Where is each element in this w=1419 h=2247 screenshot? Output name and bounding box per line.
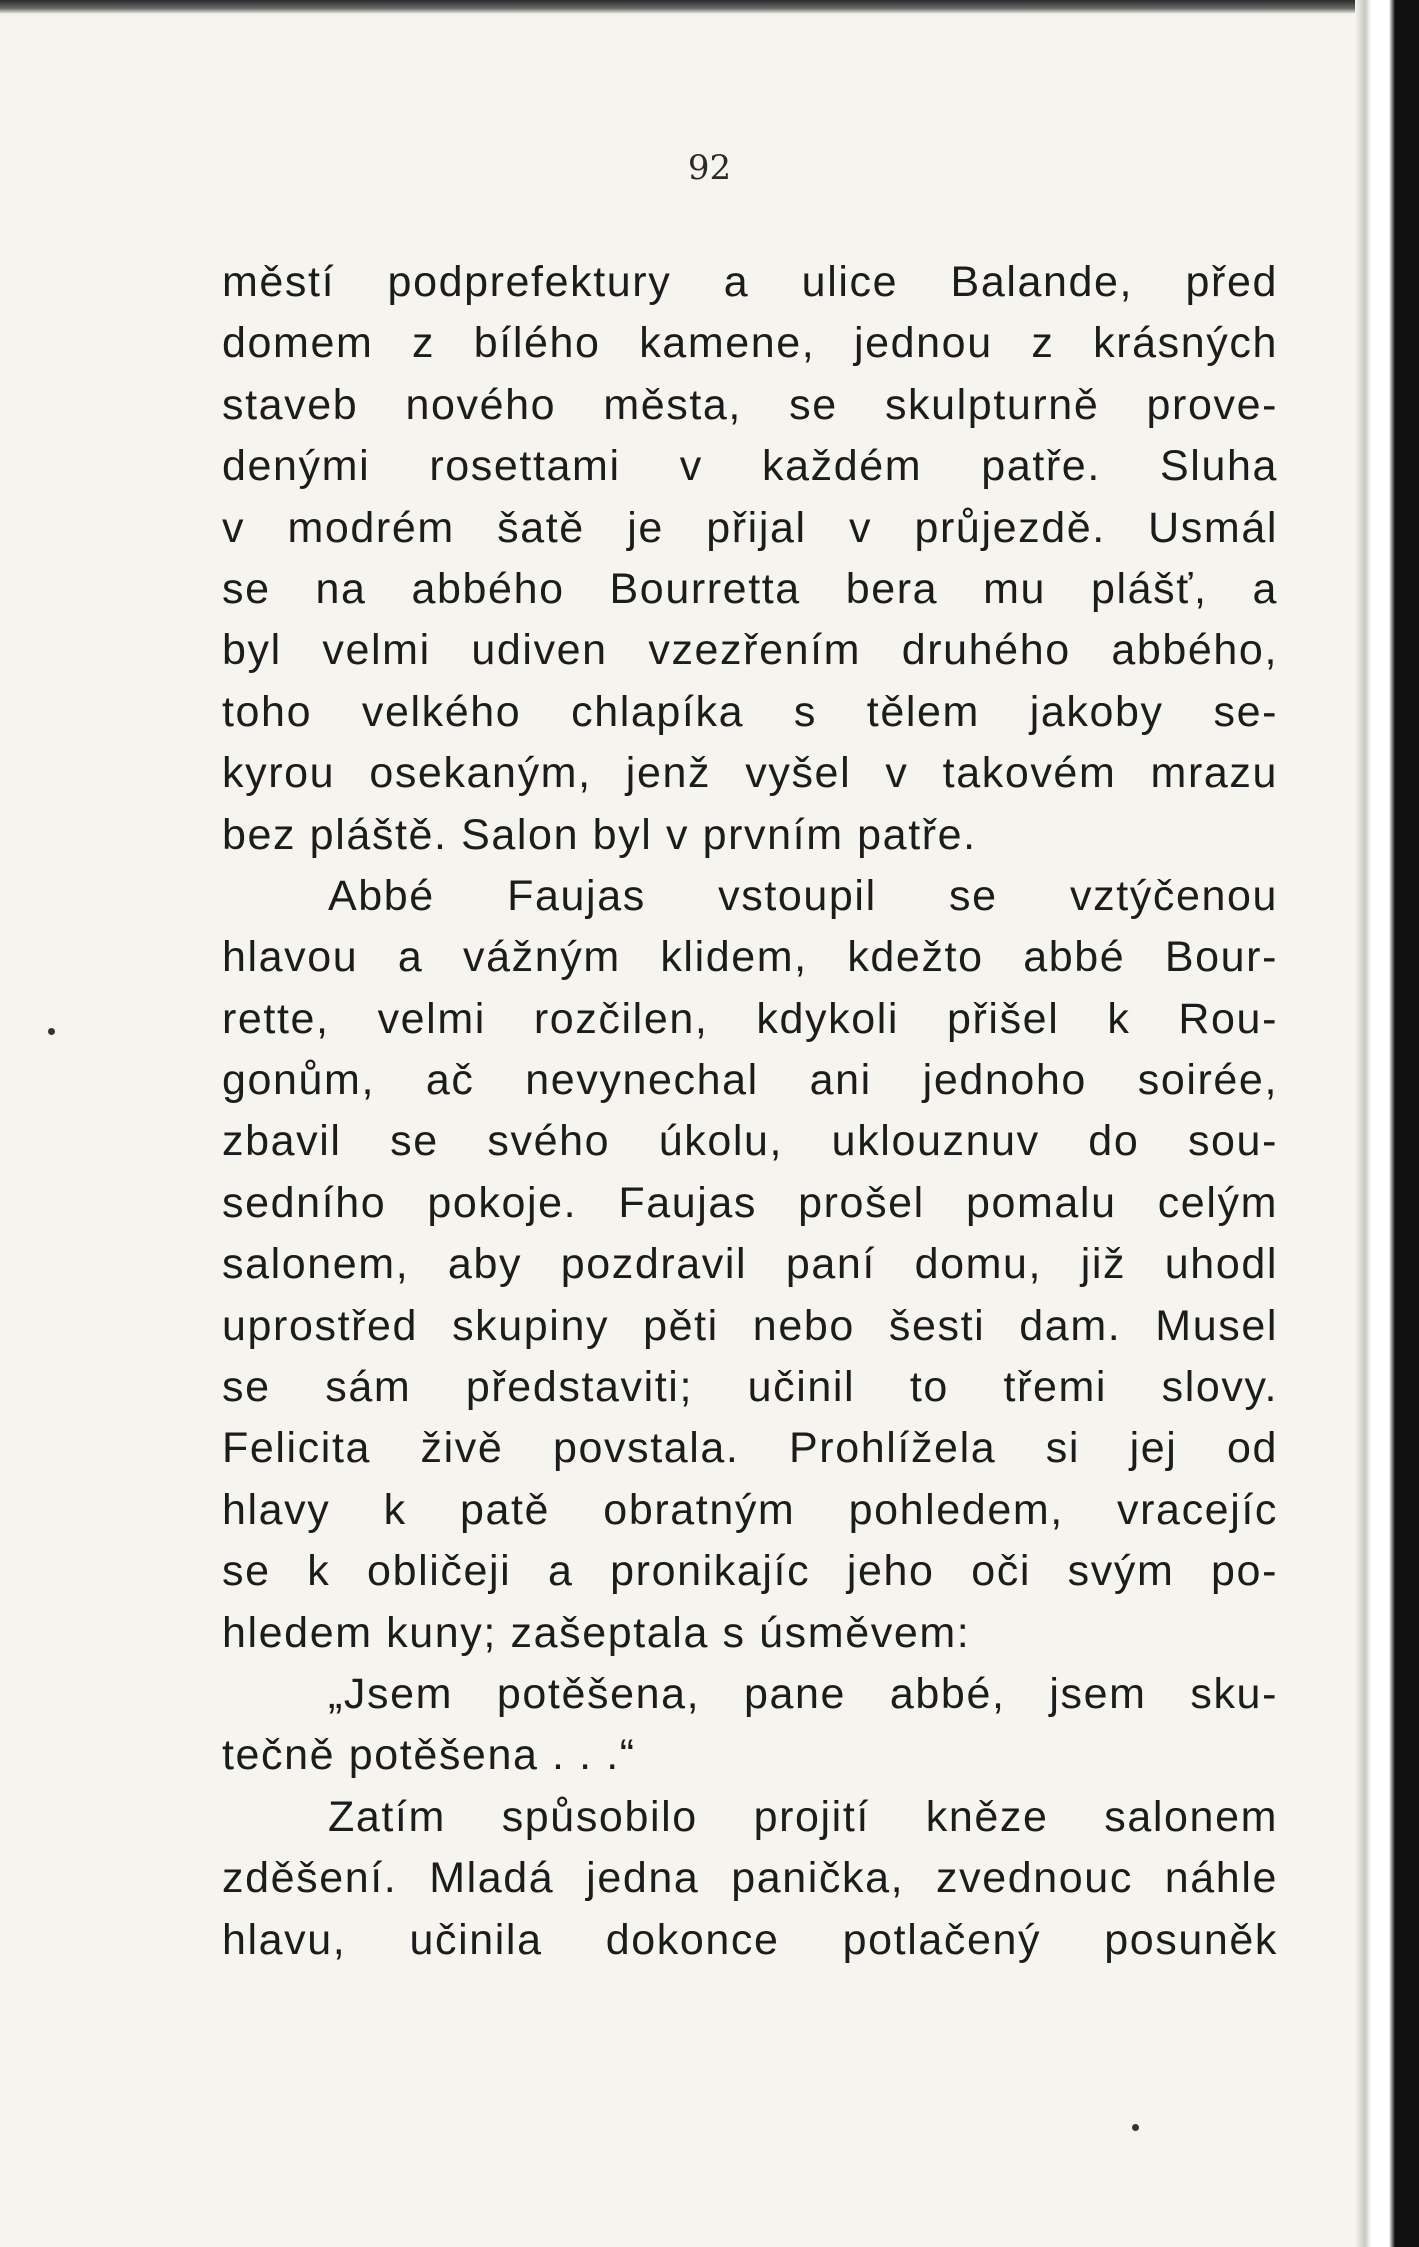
body-line: byl velmi udiven vzezřením druhého abbého,: [222, 626, 1278, 675]
body-line: bez pláště. Salon byl v prvním patře.: [222, 810, 977, 859]
body-line: toho velkého chlapíka s tělem jakoby se-: [222, 687, 1278, 736]
page-body: [222, 252, 1278, 1971]
body-line: tečně potěšena . . .“: [222, 1731, 636, 1780]
scan-right-edge: [1355, 0, 1419, 2247]
body-line: „Jsem potěšena, pane abbé, jsem sku-: [328, 1669, 1278, 1718]
body-line: denými rosettami v každém patře. Sluha: [222, 442, 1278, 491]
body-line: domem z bílého kamene, jednou z krásných: [222, 319, 1278, 368]
body-line: uprostřed skupiny pěti nebo šesti dam. Musel: [222, 1301, 1278, 1350]
body-line: hlavu, učinila dokonce potlačený posuněk: [222, 1915, 1278, 1964]
body-line: hlavou a vážným klidem, kdežto abbé Bour-: [222, 933, 1278, 982]
scan-top-edge: [0, 0, 1419, 14]
body-line: Abbé Faujas vstoupil se vztýčenou: [328, 871, 1278, 920]
body-line: gonům, ač nevynechal ani jednoho soirée,: [222, 1056, 1278, 1105]
body-line: Felicita živě povstala. Prohlížela si jej od: [222, 1424, 1278, 1473]
body-line: v modrém šatě je přijal v průjezdě. Usmál: [222, 503, 1278, 552]
body-line: sedního pokoje. Faujas prošel pomalu celým: [222, 1178, 1278, 1227]
scan-speck: [1132, 2124, 1139, 2131]
scan-speck: [48, 1028, 55, 1035]
body-line: hledem kuny; zašeptala s úsměvem:: [222, 1608, 971, 1657]
body-line: zděšení. Mladá jedna panička, zvednouc náhle: [222, 1854, 1278, 1903]
body-line: se k obličeji a pronikajíc jeho oči svým po-: [222, 1547, 1278, 1596]
body-line: Zatím spůsobilo projití kněze salonem: [328, 1792, 1278, 1841]
page-number: 92: [687, 148, 732, 188]
body-line: se na abbého Bourretta bera mu plášť, a: [222, 564, 1278, 613]
body-line: městí podprefektury a ulice Balande, před: [222, 258, 1278, 306]
body-line: zbavil se svého úkolu, uklouznuv do sou-: [222, 1117, 1278, 1166]
body-line: staveb nového města, se skulpturně prove-: [222, 380, 1278, 429]
body-line: se sám představiti; učinil to třemi slovy.: [222, 1363, 1278, 1412]
body-line: kyrou osekaným, jenž vyšel v takovém mrazu: [222, 749, 1278, 798]
body-line: rette, velmi rozčilen, kdykoli přišel k Rou-: [222, 994, 1278, 1043]
body-line: salonem, aby pozdravil paní domu, již uhodl: [222, 1240, 1278, 1289]
body-line: hlavy k patě obratným pohledem, vracejíc: [222, 1485, 1278, 1534]
